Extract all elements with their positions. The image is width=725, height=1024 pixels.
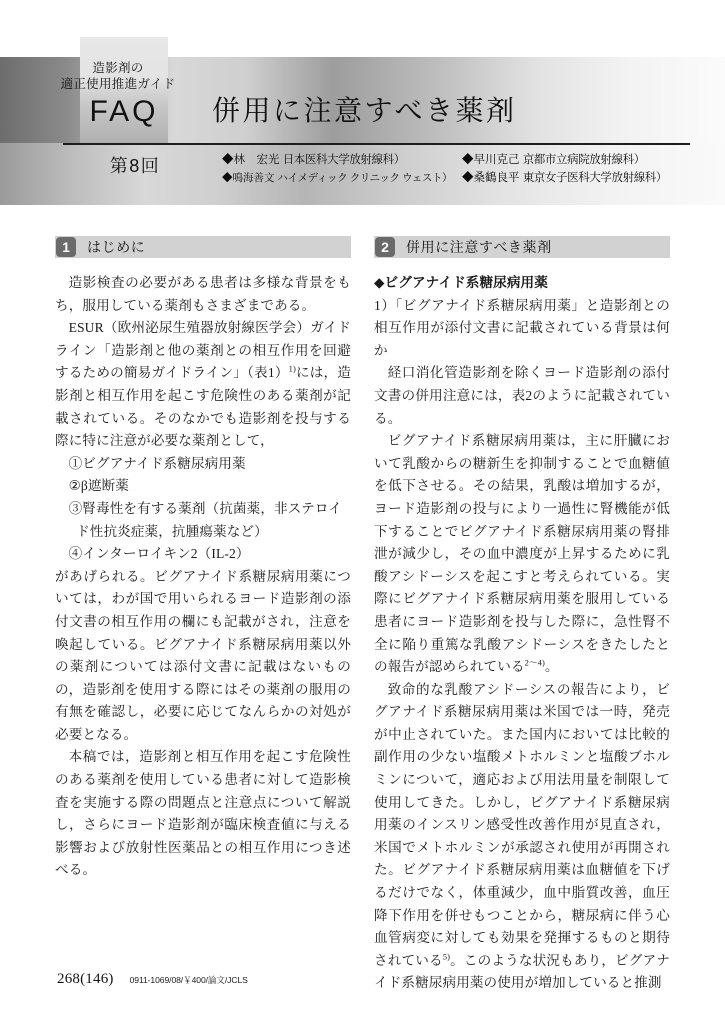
author-name: 林 宏光	[233, 154, 280, 166]
author-marker-icon: ◆	[222, 172, 233, 184]
author-name: 鳴海善文	[232, 172, 275, 184]
citation-ref: 1)	[288, 363, 296, 374]
question-heading: 1）「ビグアナイド系糖尿病用薬」と造影剤との相互作用が添付文書に記載されている背景は何か	[374, 297, 670, 358]
author-marker-icon: ◆	[462, 154, 474, 166]
section-number-badge: 1	[56, 237, 76, 257]
article-title: 併用に注意すべき薬剤	[212, 95, 517, 126]
author-entry	[462, 169, 702, 187]
paragraph	[374, 679, 670, 995]
paragraph: があげられる。ビグアナイド系糖尿病用薬については，わが国で用いられるヨード造影剤の添付文書の相互作用の欄にも記載がされ，注意を喚起している。ビグアナイド系糖尿病用薬以外の薬剤については添付文書に記載はないものの，造影剤を使用する際にはその薬剤の服用の有無を確認し，必要に応じてなんらかの対処が必要となる。	[55, 568, 351, 742]
right-column	[374, 236, 670, 995]
masthead-faq-logo: FAQ	[89, 95, 159, 128]
list-item: ③腎毒性を有する薬剤（抗菌薬，非ステロイド性抗炎症薬，抗腫瘍薬など）	[68, 500, 342, 539]
author-list	[222, 151, 702, 187]
paragraph-text-cont: 。このような状況もあり，ビグアナイド系糖尿病用薬の使用が増加していると推測	[374, 952, 670, 991]
paragraph	[374, 430, 670, 679]
paragraph: 造影検査の必要がある患者は多様な背景をもち，服用している薬剤もさまざまである。	[55, 275, 351, 313]
paragraph-text: 致命的な乳酸アシドーシスの報告により，ビグアナイド系糖尿病用薬は米国では一時，発売が中止されていた。また国内においては比較的副作用の少ない塩酸メトホルミンと塩酸ブホルミンについて，適応および用法用量を制限して使用してきた。しかし，ビグアナイド系糖尿病用薬のインスリン感受性改善作用が見直され，米国でメトホルミンが承認され使用が再開された。ビグアナイド系糖尿病用薬は血糖値を下げるだけでなく，体重減少，血中脂質改善，血圧降下作用を併せもつことから，糖尿病に伴う心血管病変に対しても効果を発揮するものと期待されている	[374, 681, 670, 968]
section-title: はじめに	[87, 239, 146, 255]
paragraph-text: ESUR（欧州泌尿生殖器放射線医学会）ガイドライン「造影剤と他の薬剤との相互作用を回避するための簡易ガイドライン」（表1）	[55, 320, 351, 381]
masthead-guide-text	[28, 60, 208, 92]
paragraph	[55, 317, 351, 453]
masthead-guide-line2: 適正使用推進ガイド	[60, 77, 176, 91]
paragraph: 本稿では，造影剤と相互作用を起こす危険性のある薬剤を使用している患者に対して造影検査を実施する際の問題点と注意点について解説し，さらにヨード造影剤が臨床検査値に与える影響および放射性医薬品との相互作用につき述べる。	[55, 749, 351, 878]
masthead-guide-line1: 造影剤の	[92, 61, 144, 75]
author-affiliation: 東京女子医科大学放射線科）	[522, 172, 668, 184]
masthead-divider	[63, 143, 690, 145]
author-row	[222, 169, 702, 187]
author-row	[222, 151, 702, 169]
author-marker-icon: ◆	[462, 172, 474, 184]
paragraph-text-cont: には，造影剤と相互作用を起こす危険性のある薬剤が記載されている。そのなかでも造影剤を投与する際に特に注意が必要な薬剤として，	[55, 365, 352, 449]
author-entry	[222, 151, 462, 169]
author-entry	[222, 169, 462, 187]
numbered-drug-list	[55, 453, 351, 566]
subsection-heading: ◆ビグアナイド系糖尿病用薬	[374, 275, 548, 290]
section-header-introduction	[55, 236, 351, 258]
issue-number: 第8回	[109, 156, 161, 176]
author-marker-icon: ◆	[222, 154, 234, 166]
citation-ref: 2〜4)	[524, 657, 545, 668]
section-number-badge: 2	[375, 237, 395, 257]
author-entry	[462, 151, 702, 169]
author-name: 早川克己	[473, 154, 520, 166]
section-header-interacting-drugs	[374, 236, 670, 258]
citation-ref: 5)	[442, 951, 451, 962]
left-column	[55, 236, 351, 882]
list-item: ②β遮断薬	[68, 478, 129, 494]
author-affiliation: 日本医科大学放射線科）	[282, 154, 405, 166]
list-item: ①ビグアナイド系糖尿病用薬	[68, 455, 246, 471]
page-number: 268(146)	[57, 971, 114, 987]
issn-code: 0911-1069/08/￥400/論文/JCLS	[129, 975, 248, 985]
section-title: 併用に注意すべき薬剤	[406, 239, 552, 255]
paragraph-text: ビグアナイド系糖尿病用薬は，主に肝臓において乳酸からの糖新生を抑制することで血糖値を低下させる。その結果，乳酸は増加するが，ヨード造影剤の投与により一過性に腎機能が低下することでビグアナイド系糖尿病用薬の腎排泄が減少し，その血中濃度が上昇するために乳酸アシドーシスを起こすと考えられている。実際にビグアナイド系糖尿病用薬を服用している患者にヨード造影剤を投与した際に，急性腎不全に陥り重篤な乳酸アシドーシスをきたしたとの報告が認められている	[374, 433, 670, 675]
list-item: ④インターロイキン2（IL-2）	[68, 546, 250, 562]
paragraph: 経口消化管造影剤を除くヨード造影剤の添付文書の併用注意には，表2のように記載されている。	[374, 365, 670, 426]
author-affiliation: ハイメディック クリニック ウェスト）	[277, 172, 453, 184]
author-affiliation: 京都市立病院放射線科）	[522, 154, 645, 166]
author-name: 桑鶴良平	[473, 172, 520, 184]
page-footer	[57, 971, 248, 988]
masthead	[0, 57, 725, 205]
paragraph-terminator: 。	[544, 659, 559, 675]
